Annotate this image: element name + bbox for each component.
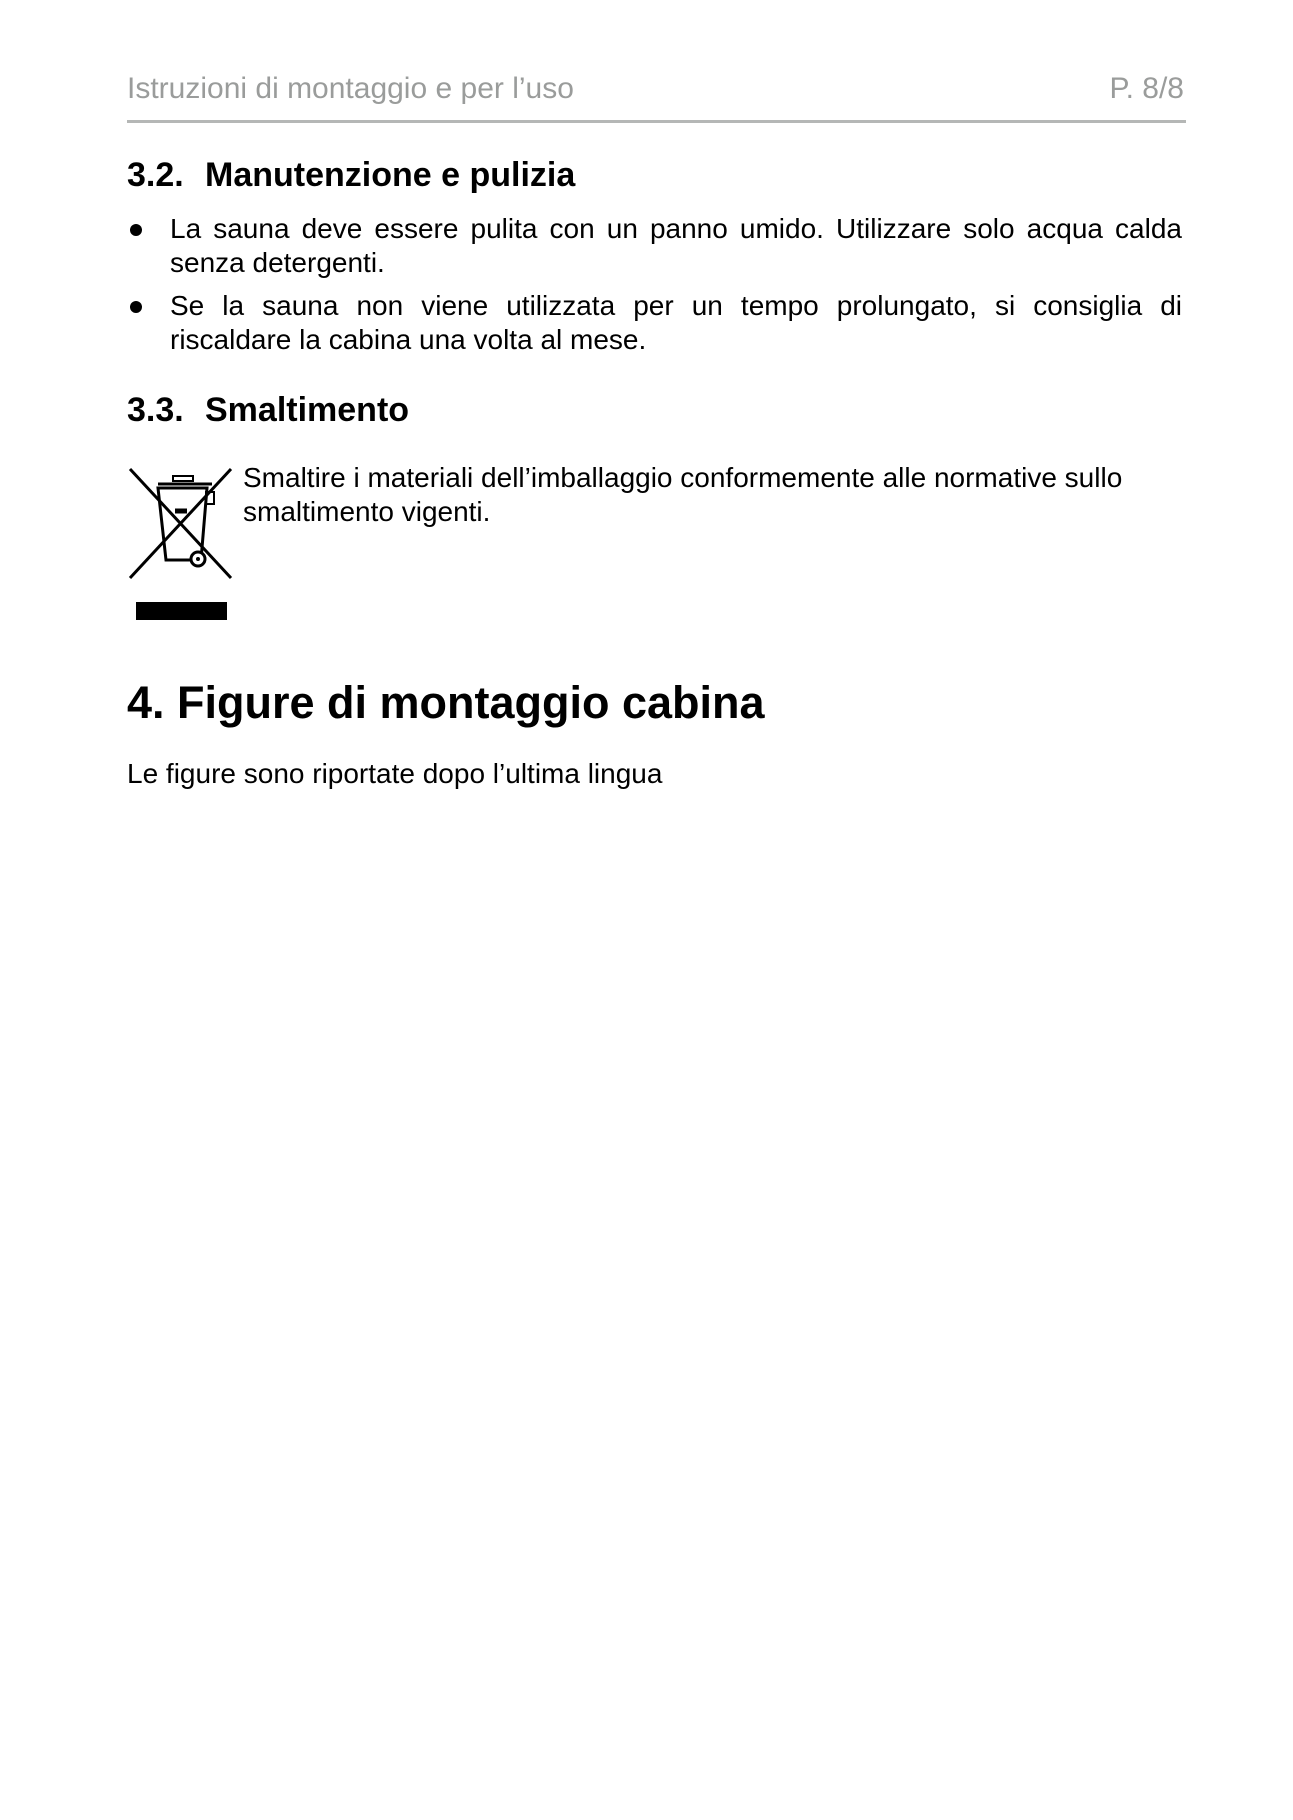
section-3-2-title: Manutenzione e pulizia bbox=[205, 156, 576, 194]
disposal-text: Smaltire i materiali dell’imballaggio conformemente alle normative sullo smaltimento vigenti. bbox=[243, 462, 1123, 527]
page-number: P. 8/8 bbox=[1109, 72, 1184, 105]
list-item-text: Se la sauna non viene utilizzata per un tempo prolungato, si consiglia di riscaldare la cabina una volta al mese. bbox=[170, 290, 1182, 355]
section-3-3-number: 3.3. bbox=[127, 391, 184, 429]
list-item bbox=[127, 289, 1182, 357]
section-4-heading: 4. Figure di montaggio cabina bbox=[127, 677, 765, 728]
list-item-text: La sauna deve essere pulita con un panno umido. Utilizzare solo acqua calda senza detergenti. bbox=[170, 213, 1182, 278]
page-header bbox=[127, 70, 1186, 123]
section-4-text: Le figure sono riportate dopo l’ultima lingua bbox=[127, 758, 663, 789]
header-title: Istruzioni di montaggio e per l’uso bbox=[127, 72, 574, 105]
section-3-3-heading bbox=[127, 391, 409, 430]
section-3-3-title: Smaltimento bbox=[205, 391, 410, 429]
maintenance-list bbox=[127, 212, 1182, 366]
section-3-2-heading bbox=[127, 156, 575, 195]
bullet-icon bbox=[130, 224, 142, 236]
list-item bbox=[127, 212, 1182, 280]
bullet-icon bbox=[130, 301, 142, 313]
crossed-out-wheelie-bin-icon bbox=[127, 466, 235, 626]
section-3-2-number: 3.2. bbox=[127, 156, 184, 194]
